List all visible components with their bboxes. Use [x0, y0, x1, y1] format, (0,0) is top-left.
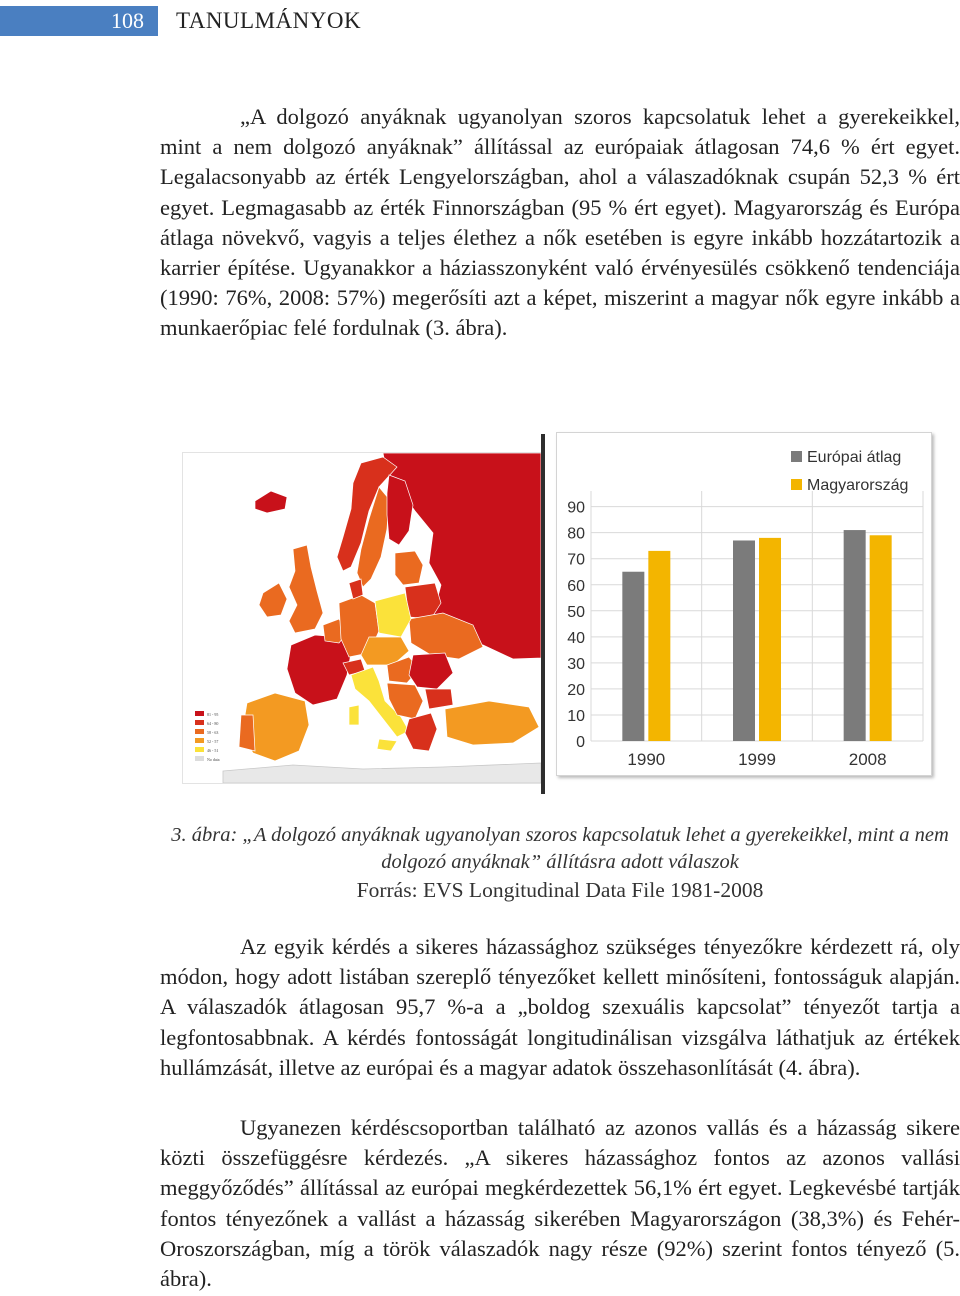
y-tick-label-20: 20	[567, 681, 585, 699]
x-tick-label-2008: 2008	[848, 750, 887, 769]
bar-1990-series-1	[648, 551, 670, 741]
legend-swatch-0	[791, 451, 802, 462]
figure-divider	[541, 434, 545, 794]
bar-chart-svg	[557, 433, 931, 775]
chart-legend	[791, 449, 908, 494]
map-legend-swatch-4	[195, 738, 204, 743]
map-legend-swatch-2	[195, 720, 204, 725]
x-tick-labels	[627, 750, 886, 769]
map-legend-label-1: 81 - 95	[207, 712, 219, 717]
map-legend-label-2: 64 - 80	[207, 721, 219, 726]
page-header	[0, 0, 960, 40]
map-region-bulgaria	[425, 689, 453, 709]
y-tick-label-70: 70	[567, 551, 585, 569]
bar-2008-series-0	[844, 530, 866, 741]
map-legend-label-6: No data	[207, 757, 220, 762]
x-tick-label-1990: 1990	[627, 750, 666, 769]
legend-label-0: Európai átlag	[807, 449, 902, 466]
body-paragraph-1: „A dolgozó anyáknak ugyanolyan szoros kapcsolatuk lehet a gyerekeikkel, mint a nem dolgozó anyáknak” állítással az európaiak átlagosan 74,6 % ért egyet. Legalacsonyabb az érték Lengyelországban, ahol a válaszadóknak csupán 52,3 % ért egyet. Legmagasabb az érték Finnországban (95 % ért egyet). Magyarország és Európa átlaga növekvő, vagyis a teljes élethez a nők esetében is egyre inkább hozzátartozik a karrier építése. Ugyanakkor a háziasszonyként való érvényesülés csökkenő tendenciája (1990: 76%, 2008: 57%) megerősíti azt a képet, miszerint a magyar nők egyre inkább a munkaerőpiac felé fordulnak (3. ábra).	[160, 104, 960, 341]
x-tick-label-1999: 1999	[738, 750, 776, 769]
bar-chart-panel	[556, 432, 932, 776]
map-legend-swatch-6	[195, 756, 204, 761]
y-tick-label-50: 50	[567, 603, 585, 621]
y-tick-label-40: 40	[567, 629, 585, 647]
map-legend-swatch-5	[195, 747, 204, 752]
bar-1999-series-0	[733, 540, 755, 741]
map-legend-swatch-1	[195, 711, 204, 716]
europe-map-svg	[183, 453, 541, 783]
legend-swatch-1	[791, 479, 802, 490]
map-region-portugal	[239, 715, 255, 751]
map-legend-label-3: 58 - 63	[207, 730, 219, 735]
figure-3	[182, 432, 932, 797]
y-tick-label-10: 10	[567, 707, 585, 725]
y-tick-label-80: 80	[567, 525, 585, 543]
page-number: 108	[0, 6, 158, 36]
map-legend-label-5: 46 - 51	[207, 748, 219, 753]
running-title: TANULMÁNYOK	[176, 8, 362, 33]
body-paragraph-3: Ugyanezen kérdéscsoportban található az azonos vallás és a házasság sikere közti összefüggésre kérdezés. „A sikeres házassághoz fontos az azonos vallási meggyőződés” állítással az európai megkérdezettek 56,1% ért egyet. Legkevésbé tartják fontos tényezőnek a vallást a házasság sikerében Magyarországon (38,3%) és Fehér-Oroszországban, míg a török válaszadók nagy része (92%) szerint fontos tényező (5. ábra).	[160, 1115, 960, 1292]
map-legend-swatch-3	[195, 729, 204, 734]
map-legend-label-4: 52 - 57	[207, 739, 219, 744]
figure-caption-line-1: 3. ábra: „A dolgozó anyáknak ugyanolyan szoros kapcsolatuk lehet a gyerekeikkel, mint a nem	[171, 824, 949, 846]
y-tick-label-30: 30	[567, 655, 585, 673]
y-tick-label-0: 0	[576, 734, 585, 751]
figure-source: Forrás: EVS Longitudinal Data File 1981-2008	[356, 878, 764, 902]
y-tick-label-60: 60	[567, 577, 585, 595]
body-paragraph-2: Az egyik kérdés a sikeres házassághoz szükséges tényezőkre kérdezett rá, oly módon, hogy adott listában szereplő tényezőket kellett minősíteni, fontosságuk alapján. A válaszadók átlagosan 95,7 %-a a „boldog szexuális kapcsolat” tényezőt tartja a legfontosabbnak. A kérdés fontosságát longitudinálisan vizsgálva láthatjuk az értékek hullámzását, illetve az európai és a magyar adatok összehasonlítását (4. ábra).	[160, 934, 960, 1080]
europe-choropleth-map	[182, 452, 542, 784]
bar-2008-series-1	[870, 535, 892, 741]
y-tick-label-90: 90	[567, 499, 585, 517]
figure-caption-line-2: dolgozó anyáknak” állításra adott válaszok	[381, 851, 739, 873]
legend-label-1: Magyarország	[807, 477, 909, 494]
y-tick-labels	[567, 500, 585, 751]
bar-1990-series-0	[622, 572, 644, 741]
bar-1999-series-1	[759, 538, 781, 741]
